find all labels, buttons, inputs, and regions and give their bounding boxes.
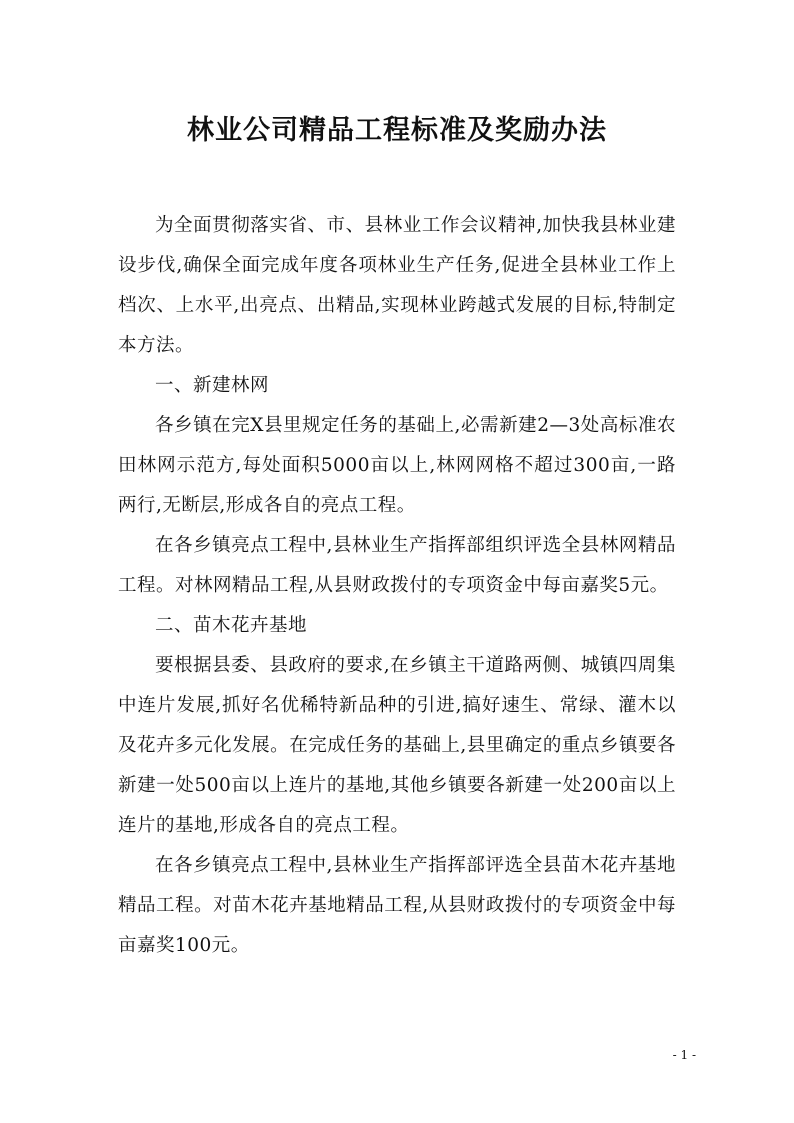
paragraph-forest-network-requirements: 各乡镇在完X县里规定任务的基础上,必需新建2—3处高标准农田林网示范方,每处面积5000亩以上,林网网格不超过300亩,一路两行,无断层,形成各自的亮点工程。 — [118, 415, 676, 516]
paragraph-intro: 为全面贯彻落实省、市、县林业工作会议精神,加快我县林业建设步伐,确保全面完成年度各项林业生产任务,促进全县林业工作上档次、上水平,出亮点、出精品,实现林业跨越式发展的目标,特制定本方法。 — [118, 215, 676, 356]
paragraph-forest-network-reward: 在各乡镇亮点工程中,县林业生产指挥部组织评选全县林网精品工程。对林网精品工程,从县财政拨付的专项资金中每亩嘉奖5元。 — [118, 535, 676, 596]
paragraph-nursery-reward: 在各乡镇亮点工程中,县林业生产指挥部评选全县苗木花卉基地精品工程。对苗木花卉基地精品工程,从县财政拨付的专项资金中每亩嘉奖100元。 — [118, 855, 676, 956]
page-number: - 1 - — [672, 1048, 696, 1062]
document-title: 林业公司精品工程标准及奖励办法 — [187, 115, 607, 146]
document-body — [118, 206, 676, 966]
paragraph-nursery-requirements: 要根据县委、县政府的要求,在乡镇主干道路两侧、城镇四周集中连片发展,抓好名优稀特新品种的引进,搞好速生、常绿、灌木以及花卉多元化发展。在完成任务的基础上,县里确定的重点乡镇要各新建一处500亩以上连片的基地,其他乡镇要各新建一处200亩以上连片的基地,形成各自的亮点工程。 — [118, 655, 676, 836]
section-heading-nursery-flower-base: 二、苗木花卉基地 — [155, 615, 308, 636]
section-heading-new-forest-network: 一、新建林网 — [155, 375, 270, 396]
